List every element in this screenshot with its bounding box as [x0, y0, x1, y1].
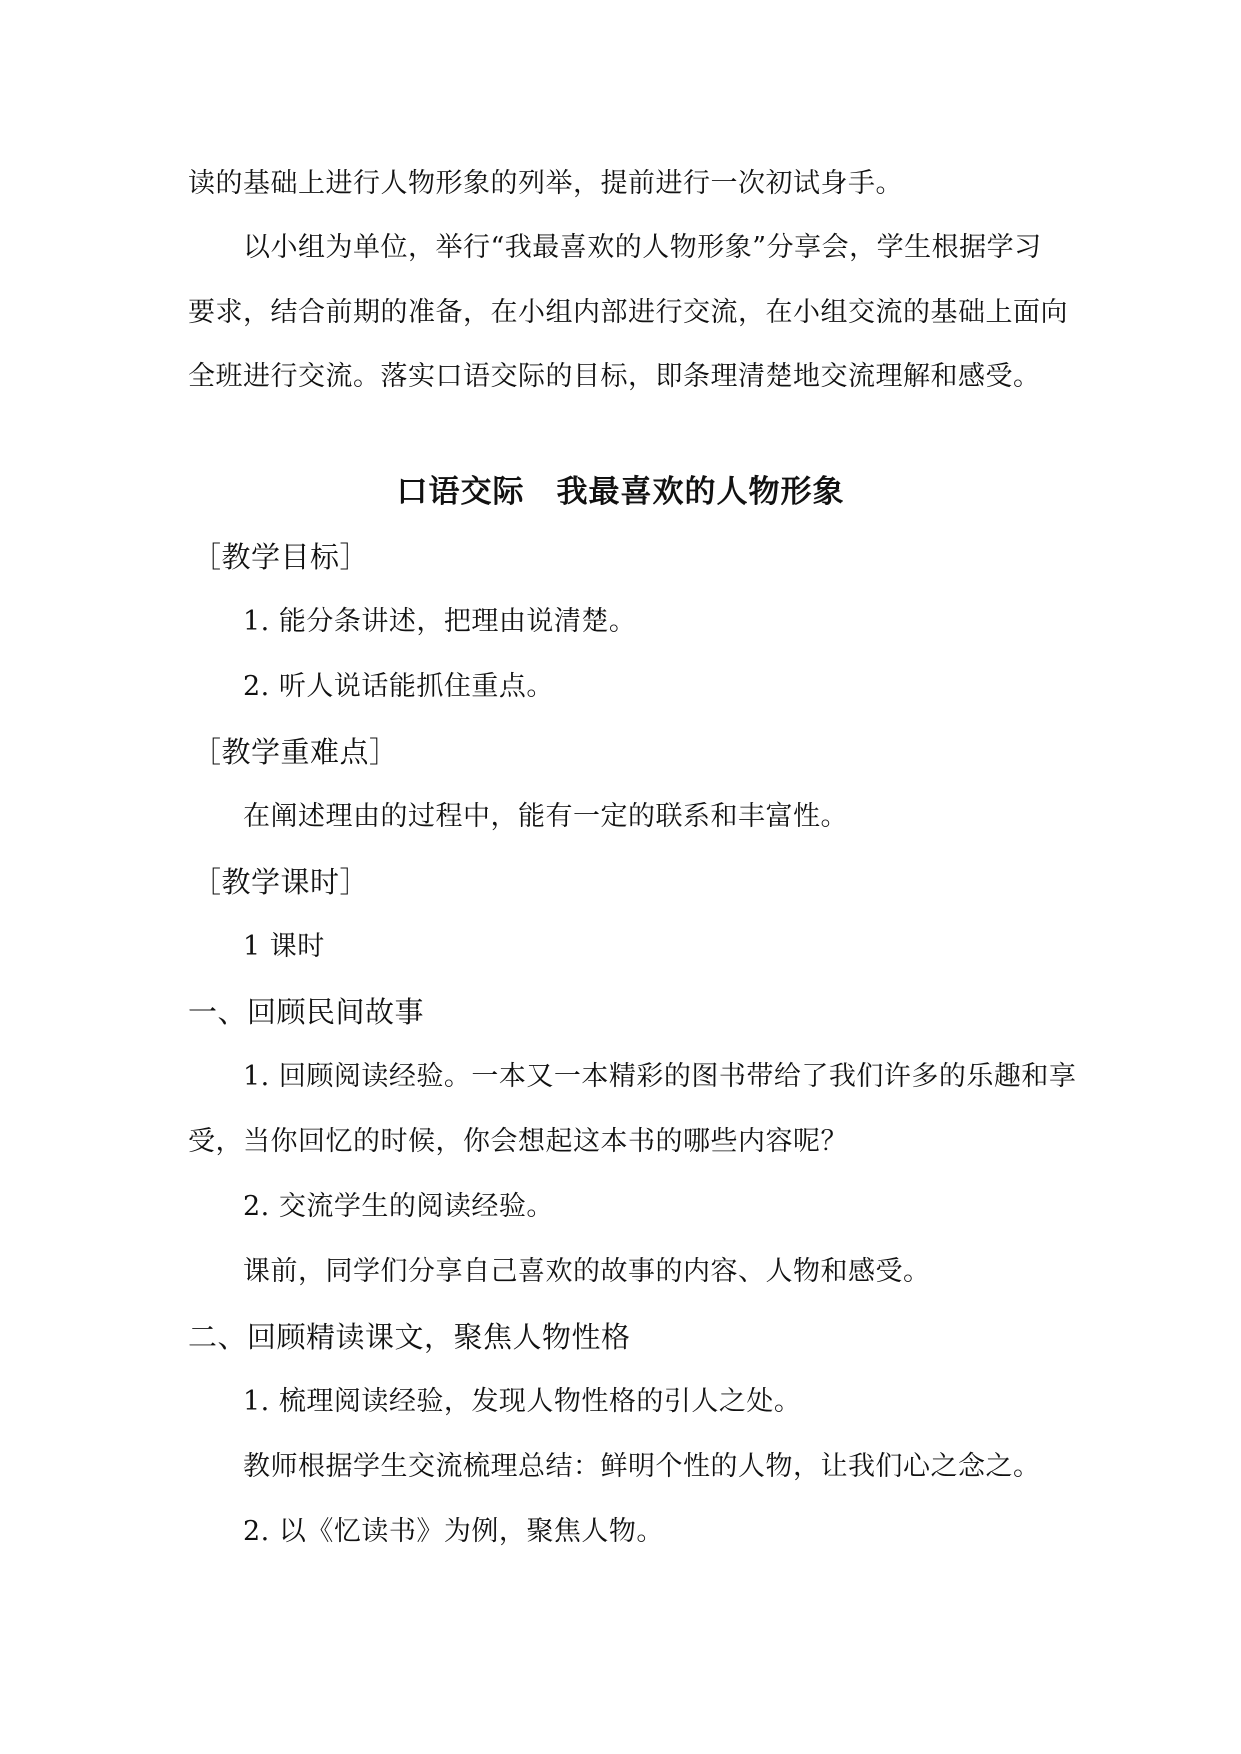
goal-item-2: 2. 听人说话能抓住重点。	[243, 671, 554, 702]
section1-heading: 一、回顾民间故事	[188, 995, 425, 1029]
section1-item2-text: 课前，同学们分享自己喜欢的故事的内容、人物和感受。	[243, 1256, 931, 1287]
section1-item2: 2. 交流学生的阅读经验。	[243, 1191, 554, 1222]
periods-text: 1 课时	[243, 931, 325, 962]
key-points-heading: ［教学重难点］	[192, 735, 399, 769]
section1-item1-line-2: 受，当你回忆的时候，你会想起这本书的哪些内容呢？	[188, 1126, 848, 1157]
section2-heading: 二、回顾精读课文，聚焦人物性格	[188, 1320, 631, 1354]
intro-para2-line-2: 要求，结合前期的准备，在小组内部进行交流，在小组交流的基础上面向	[188, 297, 1068, 328]
section2-item2: 2. 以《忆读书》为例，聚焦人物。	[243, 1516, 664, 1547]
section2-item1-text: 教师根据学生交流梳理总结：鲜明个性的人物，让我们心之念之。	[243, 1451, 1041, 1482]
goal-item-1: 1. 能分条讲述，把理由说清楚。	[243, 606, 637, 637]
lesson-title: 口语交际 我最喜欢的人物形象	[396, 474, 845, 510]
section2-item1: 1. 梳理阅读经验，发现人物性格的引人之处。	[243, 1386, 802, 1417]
periods-heading: ［教学课时］	[192, 865, 370, 899]
key-points-text: 在阐述理由的过程中，能有一定的联系和丰富性。	[243, 801, 848, 832]
goals-heading: ［教学目标］	[192, 540, 370, 574]
section1-item1-line-1: 1. 回顾阅读经验。一本又一本精彩的图书带给了我们许多的乐趣和享	[243, 1061, 1077, 1092]
intro-para2-line-3: 全班进行交流。落实口语交际的目标，即条理清楚地交流理解和感受。	[188, 361, 1041, 392]
intro-para2-line-1: 以小组为单位，举行“我最喜欢的人物形象”分享会，学生根据学习	[243, 232, 1042, 263]
intro-line-1: 读的基础上进行人物形象的列举，提前进行一次初试身手。	[188, 168, 903, 199]
